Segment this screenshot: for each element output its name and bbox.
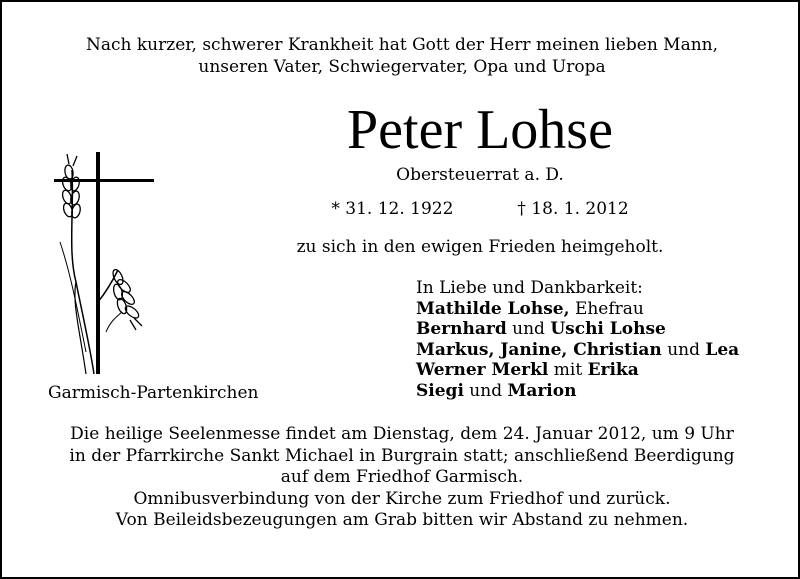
deceased-name: Peter Lohse: [347, 99, 613, 161]
mourner-line: [416, 381, 739, 402]
mourner-name: Markus, Janine, Christian: [416, 339, 662, 360]
mass-line-5: Von Beileidsbezeugungen am Grab bitten wir Abstand zu nehmen.: [115, 510, 689, 530]
mourner-name: Siegi: [416, 380, 464, 401]
cross-with-wheat-icon: [46, 152, 166, 377]
death-date: † 18. 1. 2012: [517, 199, 629, 219]
mourners-list: [416, 278, 739, 401]
intro-text: [2, 34, 800, 78]
mourner-line: [416, 360, 739, 381]
mourner-name: Mathilde Lohse,: [416, 298, 570, 319]
mourner-line: [416, 340, 739, 361]
mass-line-2: in der Pfarrkirche Sankt Michael in Burgrain statt; anschließend Beerdigung: [69, 445, 735, 466]
mass-line-3: auf dem Friedhof Garmisch.: [280, 467, 524, 487]
intro-line-1: Nach kurzer, schwerer Krankheit hat Gott der Herr meinen lieben Mann,: [85, 35, 719, 55]
mourner-line: [416, 299, 739, 320]
mourner-name: Marion: [507, 380, 577, 401]
mourner-conjunction: mit: [548, 360, 588, 380]
mourner-name: Bernhard: [416, 319, 507, 339]
mourner-name: Lea: [705, 339, 740, 360]
mourner-name: Uschi Lohse: [550, 319, 666, 339]
life-dates: [260, 198, 700, 220]
mourner-conjunction: und: [506, 319, 551, 339]
mourners-heading: In Liebe und Dankbarkeit:: [416, 278, 643, 298]
mass-line-4: Omnibusverbindung von der Kirche zum Friedhof und zurück.: [133, 488, 671, 509]
deceased-title: Obersteuerrat a. D.: [396, 165, 564, 185]
mass-line-1: Die heilige Seelenmesse findet am Dienstag, dem 24. Januar 2012, um 9 Uhr: [70, 424, 734, 444]
intro-line-2: unseren Vater, Schwiegervater, Opa und Uropa: [198, 57, 606, 77]
mourner-relation: Ehefrau: [569, 298, 644, 319]
birth-date: * 31. 12. 1922: [331, 199, 454, 219]
mourner-conjunction: und: [463, 380, 508, 401]
heimgeholt-text: zu sich in den ewigen Frieden heimgeholt.: [296, 237, 664, 257]
mourner-name: Erika: [587, 360, 639, 380]
mass-info: [2, 424, 800, 532]
mourner-conjunction: und: [661, 339, 706, 360]
place-name: Garmisch-Partenkirchen: [48, 383, 259, 403]
mourner-name: Werner Merkl: [416, 360, 549, 380]
mourner-line: [416, 319, 739, 340]
